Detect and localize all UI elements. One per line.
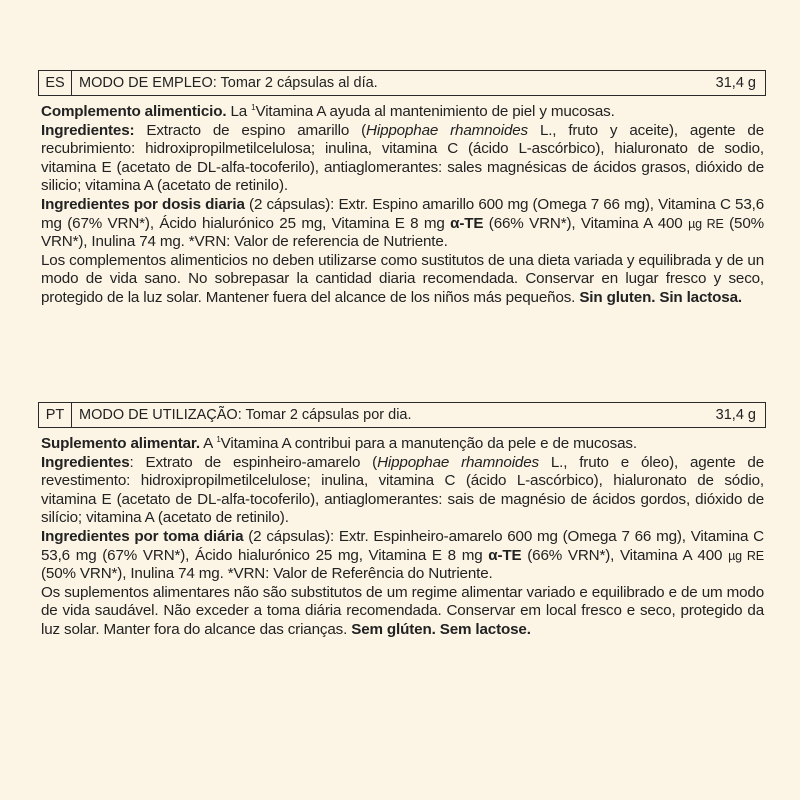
- pt-claim: [41, 435, 764, 454]
- es-usage-instructions: MODO DE EMPLEO: Tomar 2 cápsulas al día.: [79, 75, 378, 91]
- es-dose-text-b: (66% VRN*), Vitamina A 400: [483, 214, 689, 232]
- pt-dose-text-a: (2 cápsulas): Extr. Espinheiro-amarelo 600 mg (Omega 7 66 mg), Vitamina C 53,6 mg (67% VRN*), Ácido hialurónico 25 mg, Vitamina E 8 mg: [41, 527, 764, 564]
- es-ingredients-text: L., fruto y aceite), agente de recubrimiento: hidroxipropilmetilcelulosa; inulina, vitamina C (ácido L-ascórbico), hialuronato de sodio, vitamina E (acetato de DL-alfa-tocoferilo), antiaglomerantes: sales magnésicas de ácidos grasos, dióxido de silicio; vitamina A (acetato de retinilo).: [41, 121, 764, 195]
- es-dose-text-a: (2 cápsulas): Extr. Espino amarillo 600 mg (Omega 7 66 mg), Vitamina C 53,6 mg (67% VRN*), Ácido hialurónico 25 mg, Vitamina E 8 mg: [41, 195, 764, 232]
- es-net-weight: 31,4 g: [715, 75, 756, 91]
- es-allergen-free: Sin gluten. Sin lactosa.: [579, 288, 742, 306]
- pt-net-weight: 31,4 g: [715, 407, 756, 423]
- es-daily-dose-label: Ingredientes por dosis diaria: [41, 195, 245, 213]
- pt-body: [38, 435, 766, 640]
- pt-ingredients-text: L., fruto e óleo), agente de revestimento: hidroxipropilmetilcelulose; inulina, vitamina C (ácido L-ascórbico), hialuronato de sódio, vitamina E (acetato de DL-alfa-tocoferilo), antiaglomerantes: sais de magnésio de ácidos gordos, dióxido de silício; vitamina A (acetato de retinilo).: [41, 453, 765, 527]
- pt-product-type: Suplemento alimentar.: [41, 435, 200, 452]
- pt-language-code: PT: [39, 403, 72, 427]
- es-language-code: ES: [39, 71, 72, 95]
- es-usage-header: [38, 70, 766, 96]
- pt-section: [38, 402, 766, 640]
- pt-daily-dose-label: Ingredientes por toma diária: [41, 527, 244, 545]
- pt-ingredients-label: Ingredientes: [41, 453, 130, 471]
- es-microgram-re: µg RE: [688, 216, 724, 231]
- es-claim-text: Vitamina A ayuda al mantenimiento de piel y mucosas.: [255, 103, 615, 120]
- pt-claim-text: Vitamina A contribui para a manutenção da pele e de mucosas.: [220, 435, 637, 452]
- es-species-name: Hippophae rhamnoides: [366, 121, 528, 139]
- es-section: [38, 70, 766, 308]
- es-dose-text-c: (50% VRN*), Inulina 74 mg. *VRN: Valor de referencia de Nutriente.: [41, 214, 764, 251]
- pt-microgram-re: µg RE: [728, 548, 764, 563]
- pt-warning-text: Os suplementos alimentares não são substitutos de um regime alimentar variado e equilibrado e de um modo de vida saudável. Não exceder a toma diária recomendada. Conservar em local fresco e seco, protegido da luz solar. Manter fora do alcance das crianças.: [41, 583, 764, 638]
- pt-warnings: [41, 584, 764, 640]
- es-ingredients: [41, 122, 764, 196]
- pt-species-name: Hippophae rhamnoides: [377, 453, 539, 471]
- es-ingredients-prefix: Extracto de espino amarillo (: [134, 121, 367, 139]
- pt-allergen-free: Sem glúten. Sem lactose.: [351, 620, 531, 638]
- es-alpha-te: α-TE: [450, 214, 484, 232]
- es-claim: [41, 103, 764, 122]
- pt-dose-text-b: (66% VRN*), Vitamina A 400: [521, 546, 729, 564]
- es-claim-prefix: La: [226, 103, 252, 120]
- es-ingredients-label: Ingredientes:: [41, 121, 135, 139]
- pt-alpha-te: α-TE: [488, 546, 522, 564]
- pt-footnote-marker: 1: [216, 435, 221, 444]
- es-body: [38, 103, 766, 308]
- pt-ingredients: [41, 454, 764, 528]
- es-product-type: Complemento alimenticio.: [41, 103, 227, 120]
- es-warning-text: Los complementos alimenticios no deben utilizarse como sustitutos de una dieta variada y equilibrada y de un modo de vida sano. No sobrepasar la cantidad diaria recomendada. Conservar en lugar fresco y seco, protegido de la luz solar. Mantener fuera del alcance de los niños más pequeños.: [41, 251, 764, 306]
- es-footnote-marker: 1: [251, 103, 256, 112]
- pt-ingredients-prefix: : Extrato de espinheiro-amarelo (: [129, 453, 378, 471]
- pt-dose-text-c: (50% VRN*), Inulina 74 mg. *VRN: Valor de Referência do Nutriente.: [41, 565, 493, 583]
- pt-usage-instructions: MODO DE UTILIZAÇÃO: Tomar 2 cápsulas por dia.: [79, 407, 412, 423]
- es-daily-dose: [41, 196, 764, 252]
- pt-claim-prefix: A: [199, 435, 217, 452]
- pt-usage-header: [38, 402, 766, 428]
- es-warnings: [41, 252, 764, 308]
- pt-daily-dose: [41, 528, 764, 584]
